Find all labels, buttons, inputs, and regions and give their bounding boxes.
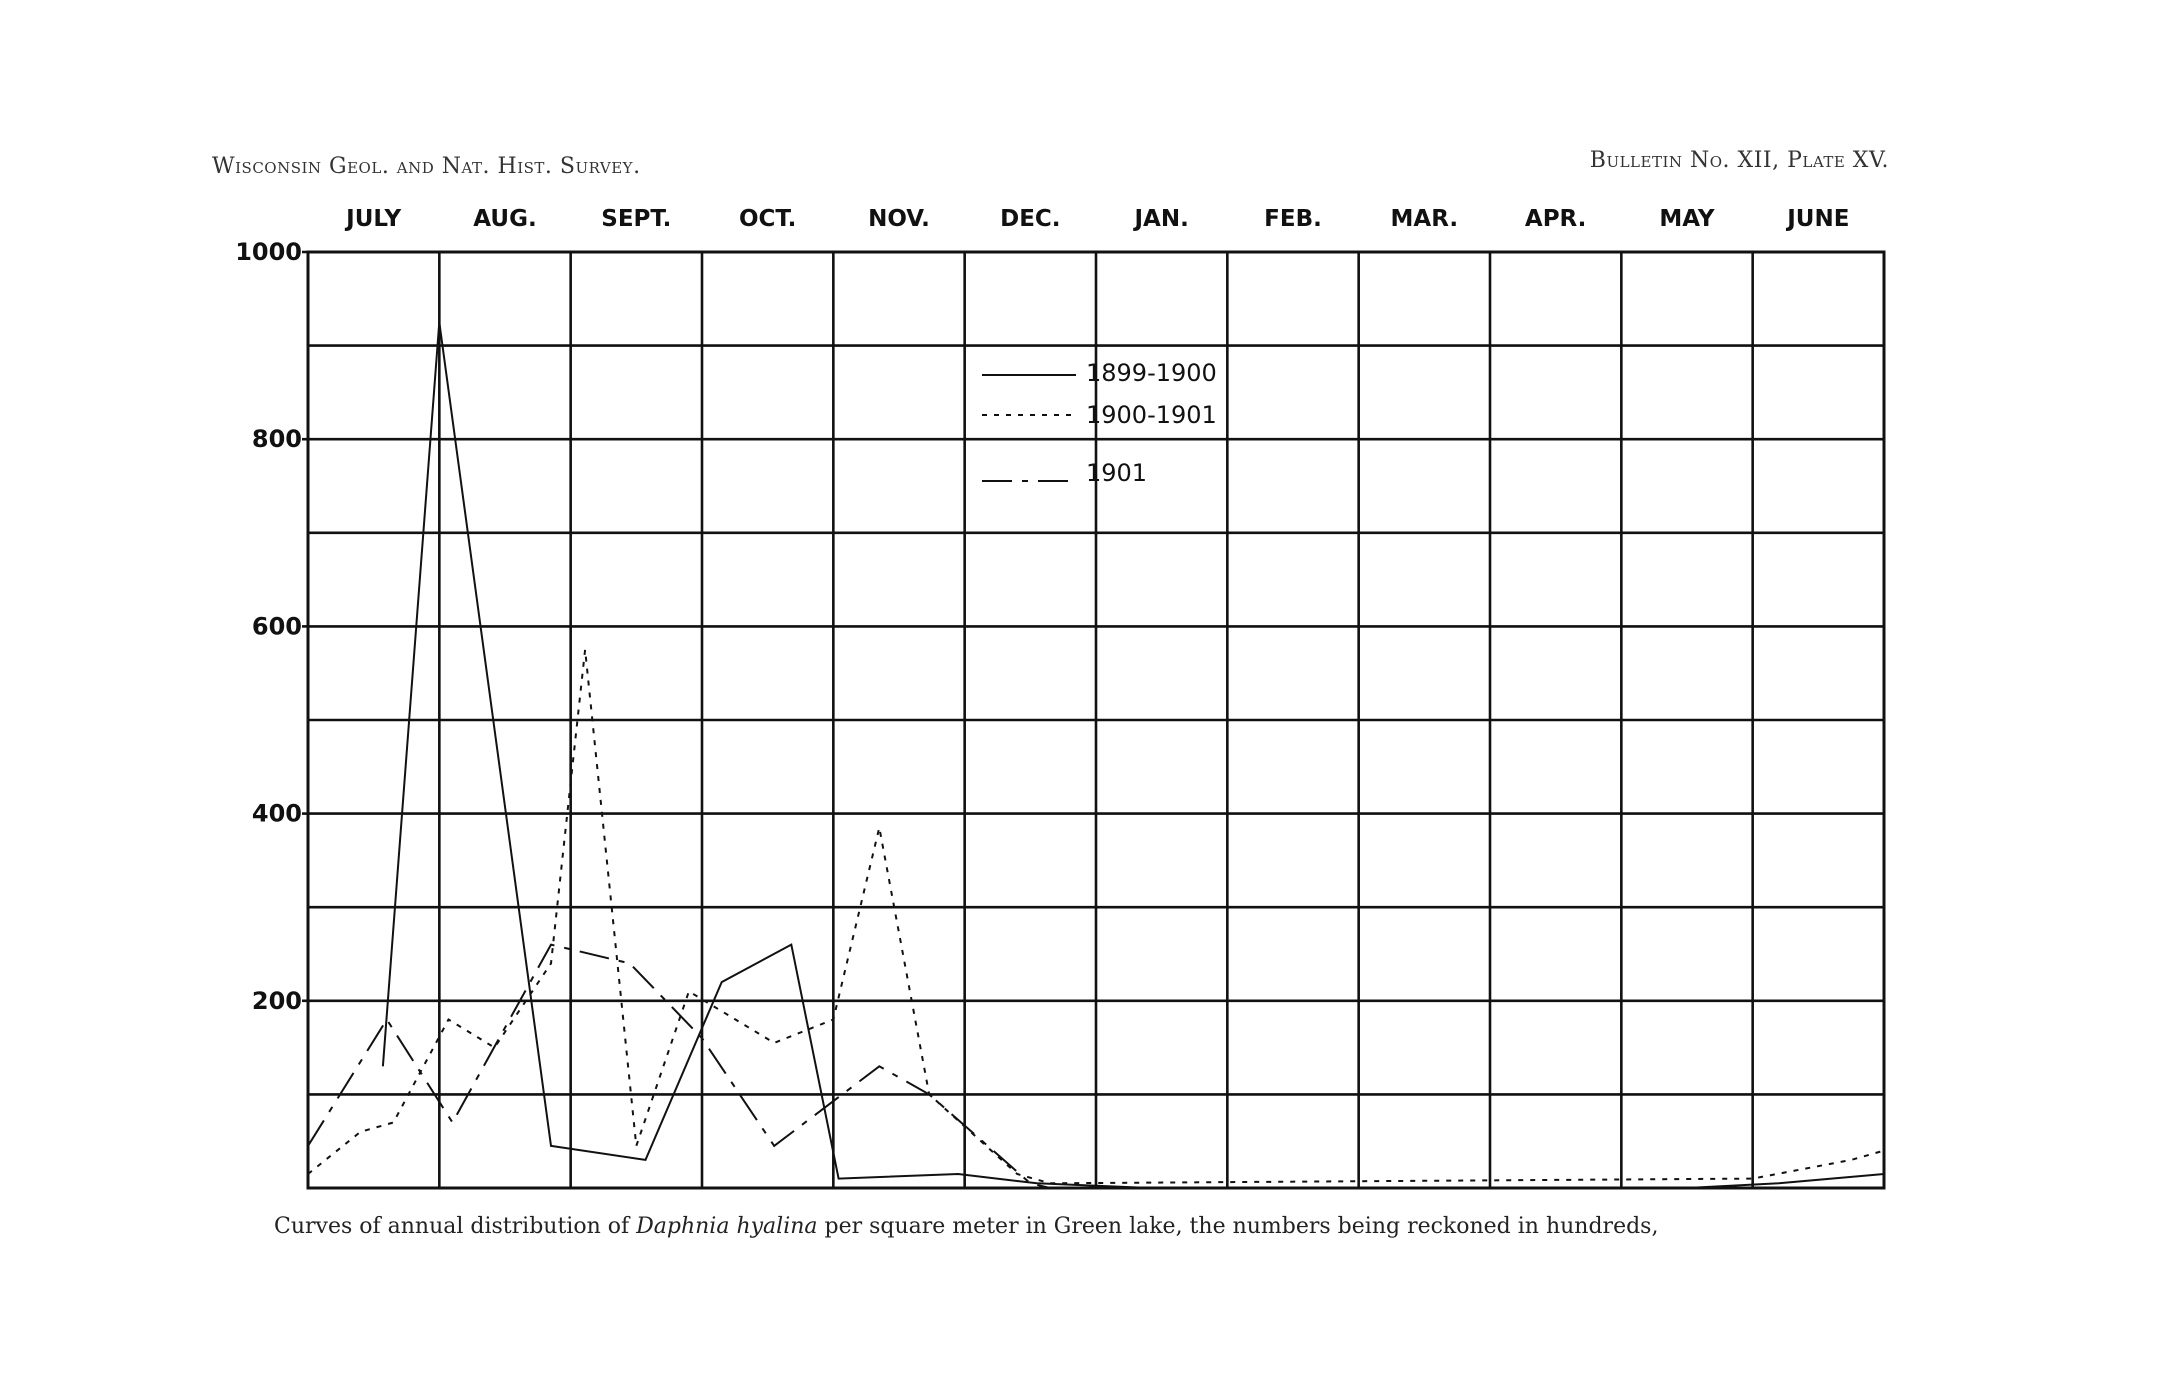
caption-before: Curves of annual distribution of (274, 1214, 637, 1239)
y-axis-tick-labels (235, 238, 302, 1015)
chart-grid (302, 252, 1884, 1188)
month-label: JAN. (1134, 206, 1189, 232)
month-label: JUNE (1787, 206, 1850, 232)
month-label: APR. (1524, 206, 1587, 232)
y-tick-label: 600 (251, 612, 302, 641)
month-label: NOV. (868, 206, 930, 232)
y-tick-label: 800 (251, 425, 302, 454)
month-label: AUG. (473, 206, 537, 232)
y-tick-label: 400 (251, 799, 302, 828)
month-label: MAR. (1390, 206, 1459, 232)
month-label: SEPT. (601, 206, 672, 232)
caption-species: Daphnia hyalina (636, 1214, 818, 1239)
month-axis-labels (344, 206, 1849, 232)
month-label: FEB. (1264, 206, 1322, 232)
month-label: JULY (346, 206, 402, 232)
caption-after: per square meter in Green lake, the numbers being reckoned in hundreds, (817, 1214, 1659, 1239)
y-tick-label: 200 (251, 986, 302, 1015)
y-tick-label: 1000 (235, 238, 302, 266)
legend-label-1901: 1901 (1086, 459, 1148, 487)
header-survey-title: Wisconsin Geol. and Nat. Hist. Survey. (212, 154, 641, 179)
figure-caption (274, 1214, 1658, 1239)
month-label: OCT. (738, 206, 797, 232)
legend-label-1900-1901: 1900-1901 (1086, 401, 1217, 429)
month-label: DEC. (1000, 206, 1061, 232)
month-label: MAY (1659, 206, 1715, 232)
legend-label-1899-1900: 1899-1900 (1086, 359, 1217, 387)
series-line-1899-1900 (383, 322, 1884, 1188)
chart-legend (982, 359, 1217, 487)
header-bulletin-plate: Bulletin No. XII, Plate XV. (1589, 148, 1889, 173)
series-line-1901 (308, 945, 1050, 1188)
